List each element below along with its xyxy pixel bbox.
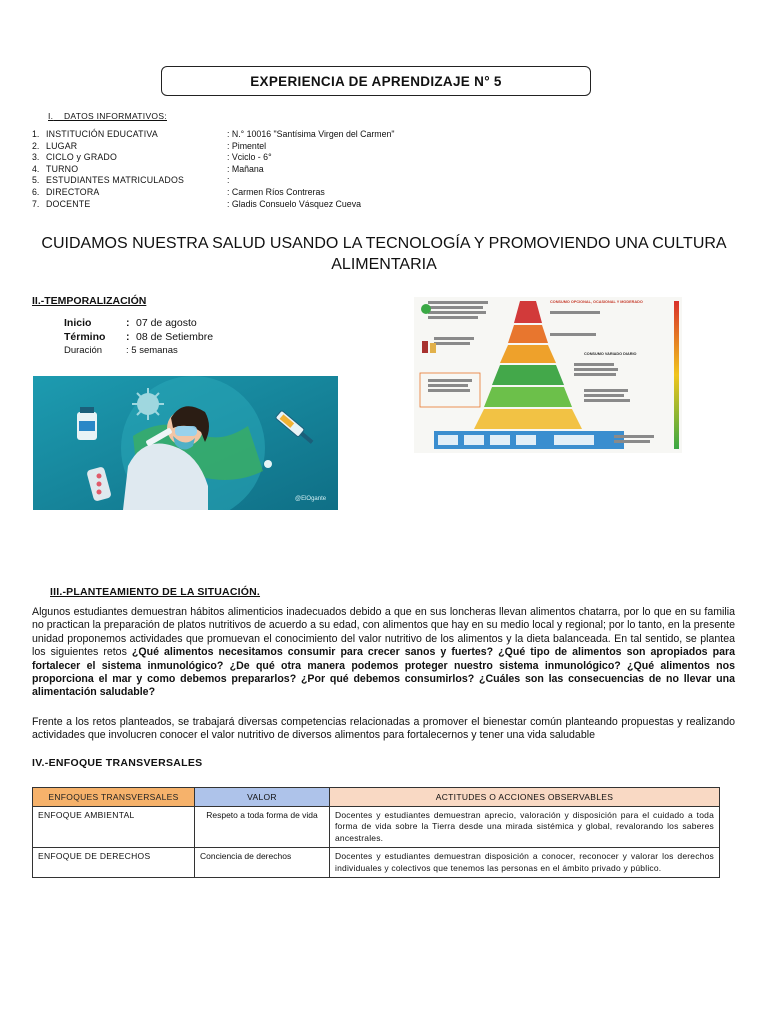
section-temporalizacion-heading: II.-TEMPORALIZACIÓN bbox=[32, 295, 147, 307]
datos-row: 6. DIRECTORA : Carmen Ríos Contreras bbox=[32, 186, 325, 197]
header-valor: VALOR bbox=[195, 788, 330, 807]
section-datos-heading: I. DATOS INFORMATIVOS: bbox=[48, 111, 167, 121]
termino-value: 08 de Setiembre bbox=[136, 330, 214, 343]
duracion-value: : 5 semanas bbox=[126, 345, 178, 356]
section-enfoques-heading: IV.-ENFOQUE TRANSVERSALES bbox=[32, 757, 203, 769]
datos-row: 3. CICLO y GRADO : Vciclo - 6° bbox=[32, 152, 272, 163]
section-planteamiento-heading: III.-PLANTEAMIENTO DE LA SITUACIÓN. bbox=[50, 586, 261, 598]
food-pyramid-infographic bbox=[414, 297, 682, 453]
document-title-box bbox=[161, 66, 591, 96]
temporalizacion-list: Inicio : 07 de agosto Término : 08 de Setiembre Duración : 5 semanas bbox=[64, 317, 214, 356]
datos-row: 5. ESTUDIANTES MATRICULADOS : bbox=[32, 175, 230, 186]
datos-row: 4. TURNO : Mañana bbox=[32, 163, 264, 174]
inicio-value: 07 de agosto bbox=[136, 317, 197, 329]
header-actitudes: ACTITUDES O ACCIONES OBSERVABLES bbox=[330, 788, 720, 807]
datos-row: 2. LUGAR : Pimentel bbox=[32, 140, 267, 151]
pyramid-top-label: CONSUMO OPCIONAL, OCASIONAL Y MODERADO bbox=[550, 300, 643, 304]
termino-label: Término bbox=[64, 330, 106, 343]
enfoques-table bbox=[32, 787, 720, 878]
inicio-label: Inicio bbox=[64, 317, 92, 329]
table-row: ENFOQUE DE DERECHOS Conciencia de derechos Docentes y estudiantes demuestran disposición a conocer, reconocer y valorar los derechos individuales y colectivos que tenemos las personas en el ámbito privado y público. bbox=[33, 848, 720, 878]
illustration-watermark: @ElOgante bbox=[295, 496, 327, 502]
datos-row: 1. INSTITUCIÓN EDUCATIVA : N.° 10016 "Santísima Virgen del Carmen" bbox=[32, 129, 395, 139]
header-enfoques: ENFOQUES TRANSVERSALES bbox=[33, 788, 195, 807]
retos-questions: ¿Qué alimentos necesitamos consumir para crecer sanos y fuertes? ¿Qué tipo de alimentos son apropiados para fortalecer el sistema inmunológico? ¿De qué otra manera podemos proteger nuestro sistema inmunológico? ¿Qué alimentos nos proporciona el mar y como debemos prepararlos? ¿Por qué debemos consumirlos? ¿Cuáles son las consecuencias de no llevar una alimentación saludable? bbox=[32, 646, 735, 699]
document-title: EXPERIENCIA DE APRENDIZAJE N° 5 bbox=[250, 73, 502, 89]
health-technology-illustration bbox=[33, 376, 338, 510]
datos-list bbox=[32, 129, 395, 210]
pyramid-mid-label: CONSUMO VARIADO DIARIO bbox=[584, 352, 637, 356]
competencias-paragraph: Frente a los retos planteados, se trabajará diversas competencias relacionadas a promover el bienestar común planteando propuestas y realizando actividades que involucren conocer el valor nutritivo de diversos alimentos para fortalecernos y tener una vida saludable bbox=[32, 716, 735, 742]
main-title: CUIDAMOS NUESTRA SALUD USANDO LA TECNOLOGÍA Y PROMOVIENDO UNA CULTURA ALIMENTARIA bbox=[41, 235, 727, 273]
datos-row: 7. DOCENTE : Gladis Consuelo Vásquez Cueva bbox=[32, 198, 361, 209]
planteamiento-paragraph: Algunos estudiantes demuestran hábitos alimenticios inadecuados debido a que en sus loncheras llevan alimentos chatarra, por lo que en su familia no practican la preparación de platos nutritivos de acuerdo a su edad, con alimentos que hay en su medio local y regional; por lo tanto, en la presente unidad proponemos actividades que promuevan el conocimiento del valor nutritivo de los alimentos y la dieta balanceada. En tal sentido, se plantea los siguientes retos ¿Qué alimentos necesitamos consumir para crecer sanos y fuertes? ¿Qué tipo de alimentos son apropiados para fortalecer el sistema inmunológico? ¿De qué otra manera podemos proteger nuestro sistema inmunológico? ¿Qué alimentos nos proporciona el mar y como debemos prepararlos? ¿Por qué debemos consumirlos? ¿Cuáles son las consecuencias de no llevar una alimentación saludable? bbox=[32, 606, 735, 699]
table-header-row bbox=[33, 788, 720, 807]
duracion-label: Duración bbox=[64, 345, 103, 356]
table-row: ENFOQUE AMBIENTAL Respeto a toda forma de vida Docentes y estudiantes demuestran aprecio, valoración y disposición para el cuidado a toda forma de vida sobre la Tierra desde una mirada sistémica y global, revalorando los saberes ancestrales. bbox=[33, 807, 720, 848]
